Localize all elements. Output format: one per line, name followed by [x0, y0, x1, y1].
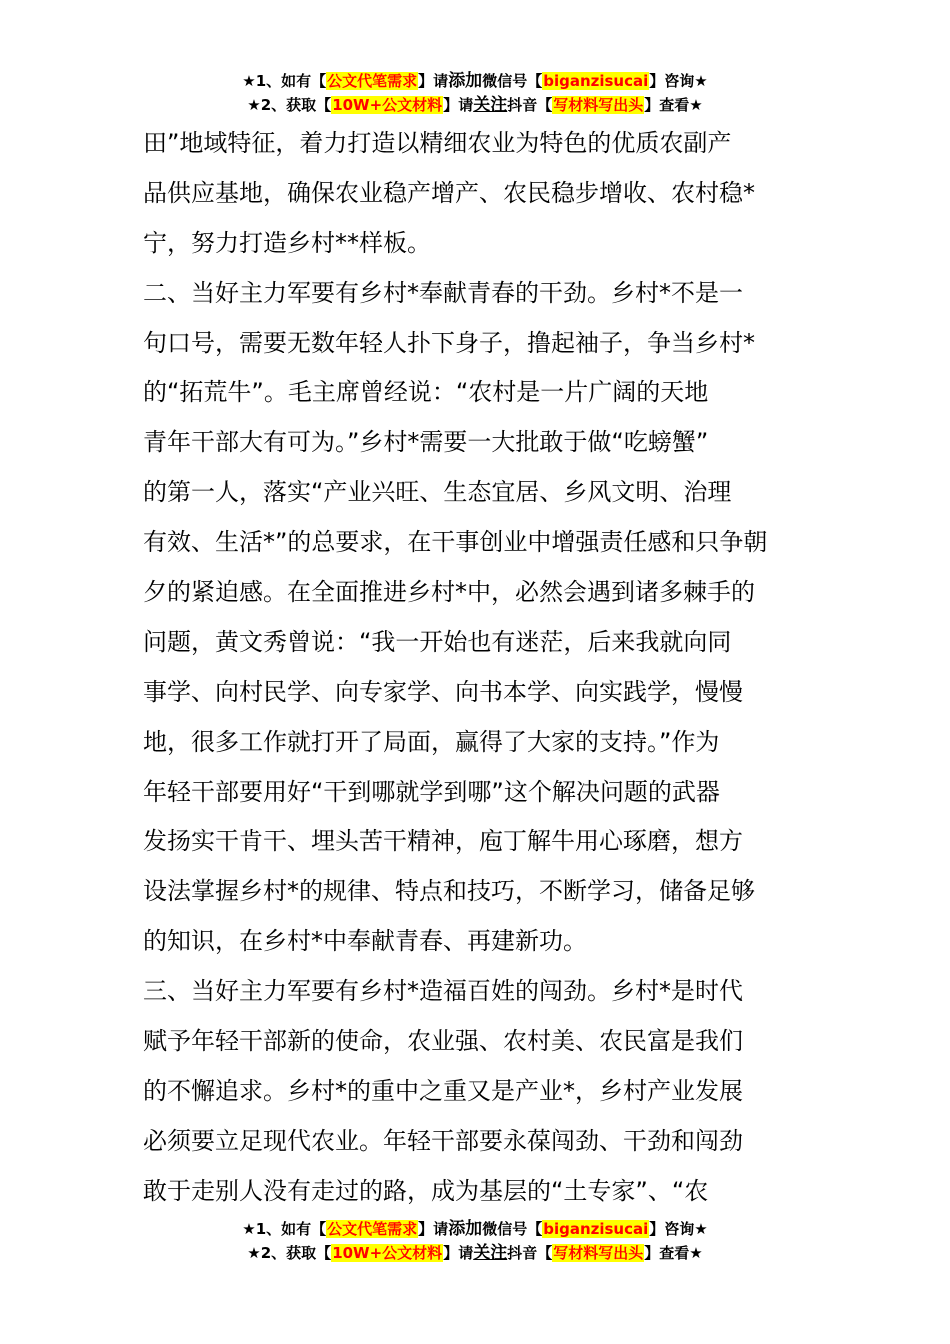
promo-line-2: ★2、获取【10W+公文材料】请关注抖音【写材料写出头】查看★: [247, 95, 703, 115]
text-line: 宁，努力打造乡村**样板。: [143, 228, 431, 257]
text-line: 有效、生活*”的总要求，在干事创业中增强责任感和只争朝: [143, 528, 768, 557]
text-line: 的“拓荒牛”。毛主席曾经说：“农村是一片广阔的天地: [143, 378, 709, 407]
text-line: 敢于走别人没有走过的路，成为基层的“土专家”、“农: [143, 1176, 709, 1205]
text-line: 必须要立足现代农业。年轻干部要永葆闯劲、干劲和闯劲: [143, 1126, 743, 1155]
highlight-materials: 10W+公文材料: [332, 96, 443, 114]
text-line: 的知识，在乡村*中奉献青春、再建新功。: [143, 927, 587, 956]
text-line: 发扬实干肯干、埋头苦干精神，庖丁解牛用心琢磨，想方: [143, 827, 743, 856]
highlight-wechat-id: biganzisucai: [543, 72, 649, 90]
text-line: 的第一人，落实“产业兴旺、生态宜居、乡风文明、治理: [143, 478, 732, 507]
text-line: 二、当好主力军要有乡村*奉献青春的干劲。乡村*不是一: [143, 278, 743, 307]
text-line: 三、当好主力军要有乡村*造福百姓的闯劲。乡村*是时代: [143, 977, 743, 1006]
promo-line-2: ★2、获取【10W+公文材料】请关注抖音【写材料写出头】查看★: [247, 1243, 703, 1263]
promo-banner-top: [0, 69, 950, 117]
highlight-materials: 10W+公文材料: [332, 1244, 443, 1262]
promo-line-1: ★1、如有【公文代笔需求】请添加微信号【biganzisucai】咨询★: [242, 1219, 708, 1239]
highlight-douyin-account: 写材料写出头: [553, 1244, 644, 1262]
text-line: 的不懈追求。乡村*的重中之重又是产业*，乡村产业发展: [143, 1076, 743, 1105]
highlight-service: 公文代笔需求: [327, 72, 418, 90]
promo-banner-bottom: [0, 1217, 950, 1265]
text-line: 夕的紧迫感。在全面推进乡村*中，必然会遇到诸多棘手的: [143, 578, 755, 607]
highlight-service: 公文代笔需求: [327, 1220, 418, 1238]
text-line: 问题，黄文秀曾说：“我一开始也有迷茫，后来我就向同: [143, 627, 732, 656]
text-line: 年轻干部要用好“干到哪就学到哪”这个解决问题的武器: [143, 777, 720, 806]
text-line: 赋予年轻干部新的使命，农业强、农村美、农民富是我们: [143, 1027, 743, 1056]
highlight-douyin-account: 写材料写出头: [553, 96, 644, 114]
text-line: 事学、向村民学、向专家学、向书本学、向实践学，慢慢: [143, 677, 743, 706]
text-line: 田”地域特征，着力打造以精细农业为特色的优质农副产: [143, 129, 732, 157]
text-line: 设法掌握乡村*的规律、特点和技巧，不断学习，储备足够: [143, 877, 755, 906]
text-line: 青年干部大有可为。”乡村*需要一大批敢于做“吃螃蟹”: [143, 428, 709, 457]
text-line: 句口号，需要无数年轻人扑下身子，撸起袖子，争当乡村*: [143, 328, 755, 357]
document-body: [143, 119, 823, 1217]
text-line: 品供应基地，确保农业稳产增产、农民稳步增收、农村稳*: [143, 178, 755, 207]
text-line: 地，很多工作就打开了局面，赢得了大家的支持。”作为: [143, 727, 720, 756]
promo-line-1: ★1、如有【公文代笔需求】请添加微信号【biganzisucai】咨询★: [242, 71, 708, 91]
highlight-wechat-id: biganzisucai: [543, 1220, 649, 1238]
